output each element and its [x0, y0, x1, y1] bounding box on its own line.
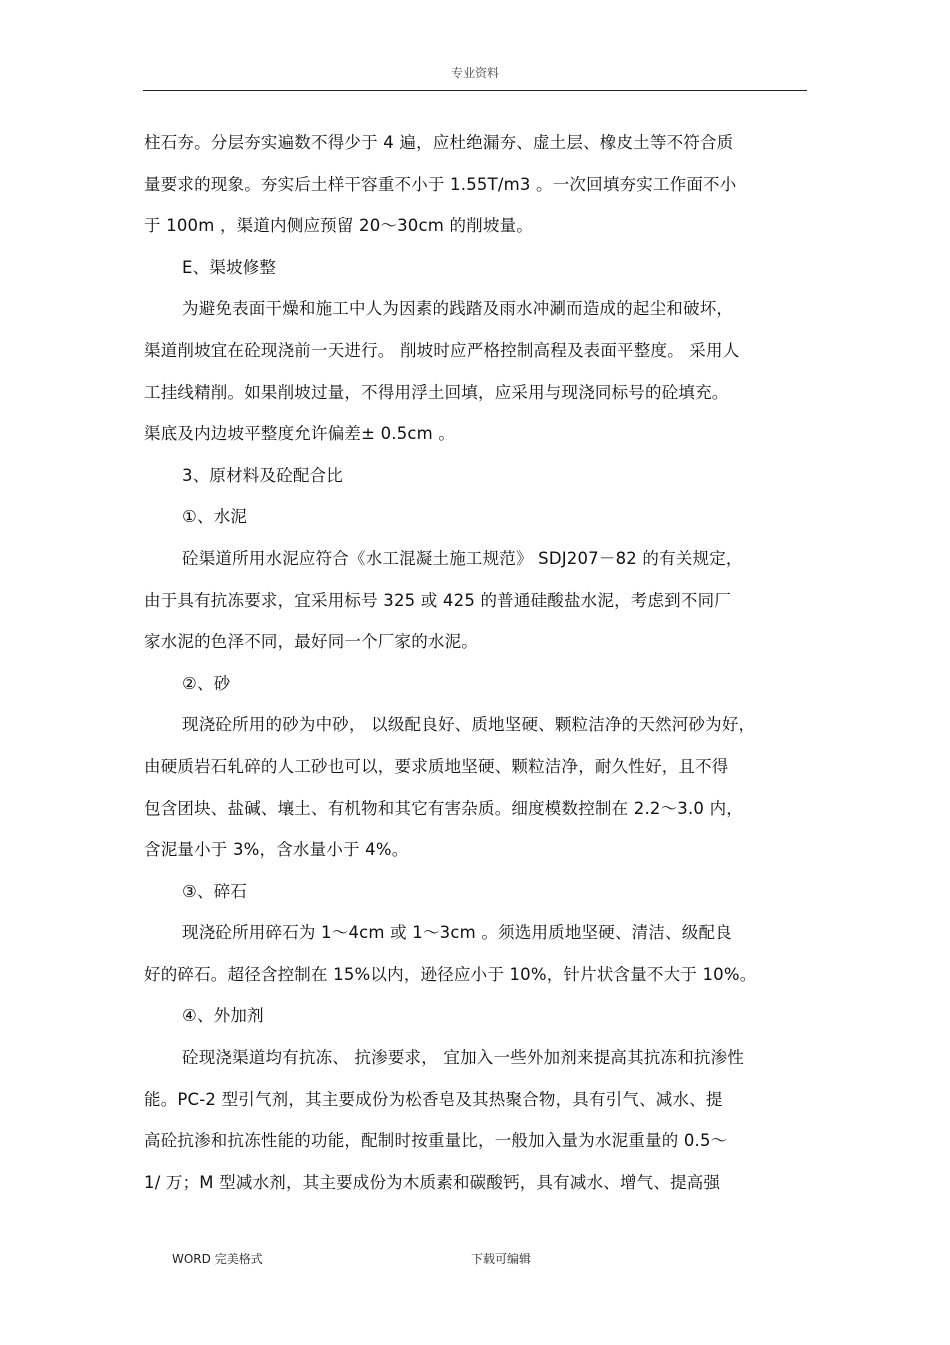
- text-line: 由于具有抗冻要求，宜采用标号 325 或 425 的普通硅酸盐水泥，考虑到不同厂: [144, 590, 731, 610]
- text-line: 家水泥的色泽不同，最好同一个厂家的水泥。: [144, 632, 478, 652]
- text-line: 能。PC-2 型引气剂，其主要成份为松香皂及其热聚合物，具有引气、减水、提: [144, 1089, 723, 1109]
- text-line: 好的碎石。超径含控制在 15%以内，逊径应小于 10%，针片状含量不大于 10%。: [144, 964, 757, 984]
- text-line: 砼现浇渠道均有抗冻、 抗渗要求， 宜加入一些外加剂来提高其抗冻和抗渗性: [182, 1048, 744, 1068]
- text-line: 量要求的现象。夯实后土样干容重不小于 1.55T/m3 。一次回填夯实工作面不小: [144, 174, 737, 194]
- subsection-heading: ①、水泥: [182, 507, 248, 527]
- section-heading: E、渠坡修整: [182, 257, 277, 277]
- text-line: 现浇砼所用碎石为 1～4cm 或 1～3cm 。须选用质地坚硬、清洁、级配良: [182, 923, 732, 943]
- text-line: 渠底及内边坡平整度允许偏差± 0.5cm 。: [144, 424, 456, 444]
- text-line: 于 100m ，渠道内侧应预留 20～30cm 的削坡量。: [144, 216, 533, 236]
- footer-right: 下载可编辑: [471, 1252, 532, 1266]
- subsection-heading: ③、碎石: [182, 881, 248, 901]
- text-line: 砼渠道所用水泥应符合《水工混凝土施工规范》 SDJ207－82 的有关规定，: [182, 548, 743, 568]
- text-line: 高砼抗渗和抗冻性能的功能，配制时按重量比，一般加入量为水泥重量的 0.5～: [144, 1131, 728, 1151]
- text-line: 由硬质岩石轧碎的人工砂也可以，要求质地坚硬、颗粒洁净，耐久性好，且不得: [144, 756, 729, 776]
- text-line: 柱石夯。分层夯实遍数不得少于 4 遍，应杜绝漏夯、虚土层、橡皮土等不符合质: [144, 133, 734, 152]
- text-line: 渠道削坡宜在砼现浇前一天进行。 削坡时应严格控制高程及表面平整度。 采用人: [144, 340, 740, 360]
- text-line: 为避免表面干燥和施工中人为因素的践踏及雨水冲涮而造成的起尘和破坏，: [182, 299, 734, 319]
- page-header: 专业资料: [450, 66, 499, 80]
- document-body: [144, 129, 808, 1210]
- subsection-heading: ④、外加剂: [182, 1006, 264, 1026]
- text-line: 现浇砼所用的砂为中砂， 以级配良好、质地坚硬、颗粒洁净的天然河砂为好，: [182, 715, 756, 735]
- text-line: 工挂线精削。如果削坡过量，不得用浮土回填，应采用与现浇同标号的砼填充。: [144, 382, 729, 402]
- text-line: 含泥量小于 3%，含水量小于 4%。: [144, 840, 409, 860]
- header-rule: [143, 90, 807, 91]
- text-line: 1/ 万；M 型减水剂，其主要成份为木质素和碳酸钙，具有减水、增气、提高强: [144, 1172, 721, 1192]
- text-line: 包含团块、盐碱、壤土、有机物和其它有害杂质。细度模数控制在 2.2～3.0 内，: [144, 798, 743, 818]
- subsection-heading: ②、砂: [182, 673, 231, 693]
- footer-left: WORD 完美格式: [172, 1252, 263, 1266]
- section-heading: 3、原材料及砼配合比: [182, 465, 343, 485]
